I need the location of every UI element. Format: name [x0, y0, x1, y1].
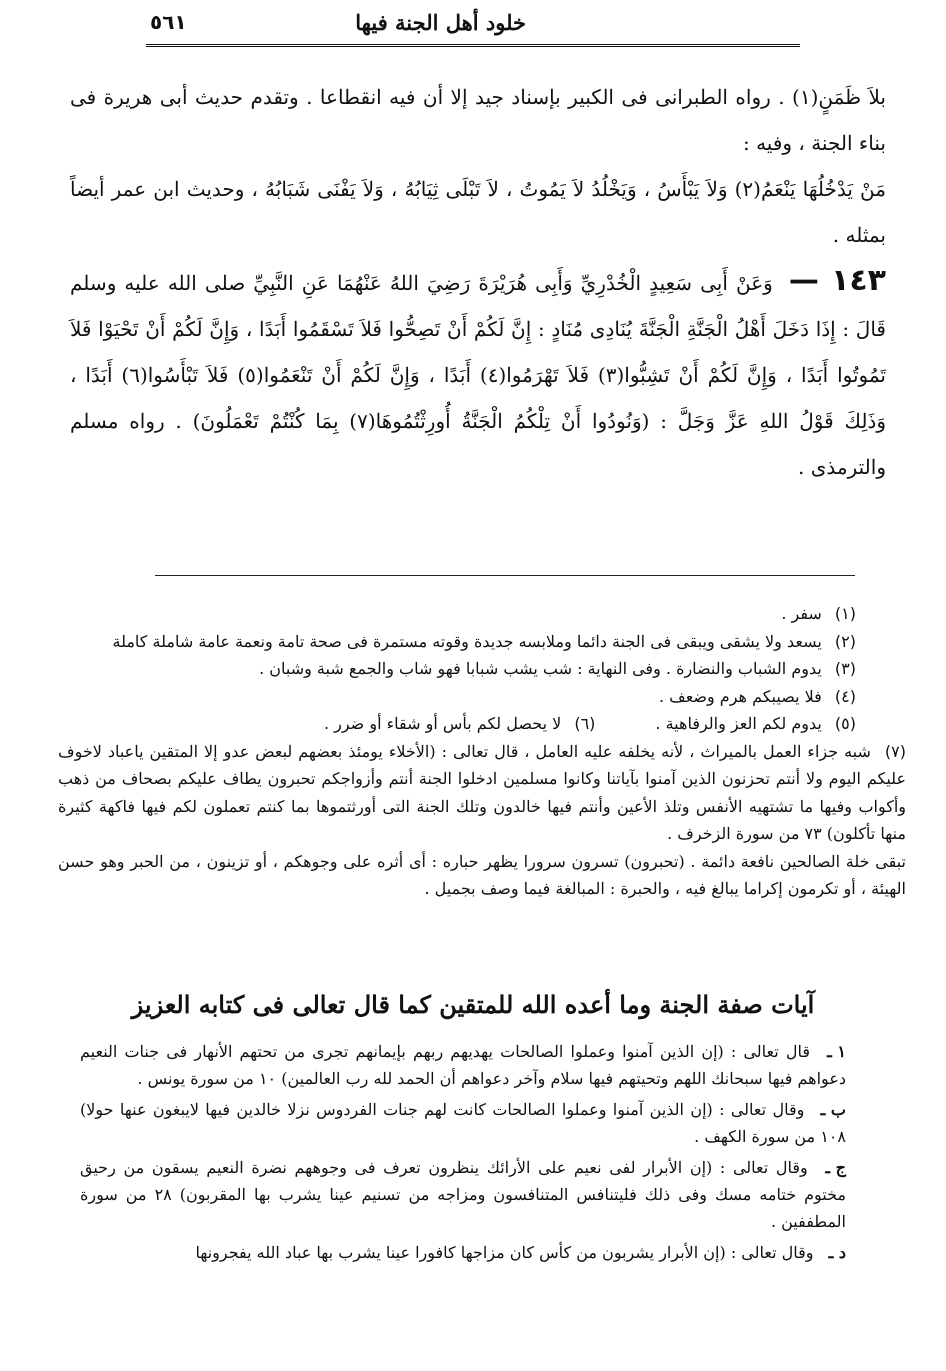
header-rule — [146, 44, 800, 47]
quoted-hadith-paragraph: مَنْ يَدْخُلُهَا يَنْعَمُ(٢) وَلاَ يَبْأَسُ ، وَيَخْلُدُ لاَ يَمُوتُ ، لاَ تَبْلَى ثِيَابُهُ ، وَلاَ يَفْنَى شَبَابُهُ ، وحديث ابن عمر أيضاً بمثله . — [70, 177, 886, 247]
footnote-text: فلا يصيبكم هرم وضعف . — [658, 686, 822, 706]
footnote-number: (٦) — [574, 714, 596, 733]
hadith-number: ١٤٣ — — [788, 263, 886, 298]
verse-text: وقال تعالى : (إن الأبرار لفى نعيم على الأرائك ينظرون تعرف فى وجوههم نضرة النعيم يسقون من رحيق مختوم ختامه مسك وفى ذلك فليتنافس المتنافسون ومزاجه من تسنيم عينا يشرب بها المقربون) ٢٨ من سورة المطففين . — [80, 1158, 847, 1231]
footnote-number: (٣) — [834, 659, 856, 678]
footnote-text: سفر . — [781, 604, 822, 623]
main-text — [70, 74, 886, 490]
intro-paragraph: بلاَ ظَمَنٍ(١) . رواه الطبرانى فى الكبير بإسناد جيد إلا أن فيه انقطاعا . وتقدم حديث أبى هريرة فى بناء الجنة ، وفيه : — [70, 85, 887, 155]
footnote-number: (٥) — [834, 714, 856, 733]
footnote-number: (٤) — [834, 686, 856, 706]
footnote-7 — [58, 738, 906, 848]
footnote-5-6 — [98, 710, 856, 738]
footnote-number: (٢) — [834, 631, 856, 651]
footnote-text: شبه جزاء العمل بالميراث ، لأنه يخلفه عليه العامل ، قال تعالى : (الأخلاء يومئذ بعضهم لبعض عدو إلا المتقين ياعباد لاخوف عليكم اليوم ولا أنتم تحزنون الذين آمنوا بآياتنا وكانوا مسلمين ادخلوا الجنة أنتم وأزواجكم تحبرون يطاف عليكم بصحاف من ذهب وأكواب وفيها ما تشتهيه الأنفس وتلذ الأعين وأنتم فيها خالدون وتلك الجنة التى أورثتموها بما كنتم تعملون لكم فيها فاكهة كثيرة منها تأكلون) ٧٣ من سورة الزخرف . — [58, 741, 907, 843]
page-number: ٥٦١ — [150, 10, 187, 34]
footnote-text: يدوم لكم العز والرفاهية . — [655, 714, 822, 733]
section-title: آيات صفة الجنة وما أعده الله للمتقين كما قال تعالى فى كتابه العزيز — [131, 990, 815, 1019]
verse-item — [80, 1038, 846, 1092]
verse-text: وقال تعالى : (إن الذين آمنوا وعملوا الصالحات كانت لهم جنات الفردوس نزلا خالدين فيها لايبغون عنها حولا) ١٠٨ من سورة الكهف . — [80, 1100, 846, 1146]
verse-text: قال تعالى : (إن الذين آمنوا وعملوا الصالحات يهديهم ربهم بإيمانهم تجرى من تحتهم الأنهار فى جنات النعيم دعواهم فيها سبحانك اللهم وتحيتهم فيها سلام وآخر دعواهم أن الحمد لله رب العالمين) ١٠ من سورة يونس . — [80, 1042, 846, 1088]
footnote-explanation: تبقى خلة الصالحين نافعة دائمة . (تحبرون) تسرون سرورا يظهر حباره : أى أثره على وجوهكم ، أو تزينون ، من الحبر وهو حسن الهيئة ، أو تكرمون إكراما يبالغ فيه ، والحبرة : المبالغة فيما وصف بجميل . — [58, 851, 906, 898]
footnote-text: يسعد ولا يشقى ويبقى فى الجنة دائما وملابسه جديدة وقوته مستمرة فى صحة تامة ونعمة عامة شاملة كاملة — [112, 631, 822, 651]
verse-letter: ج ـ — [825, 1158, 846, 1177]
footnote-number: (١) — [834, 604, 856, 623]
verse-letter: ١ ـ — [827, 1042, 846, 1061]
footnote-text: يدوم الشباب والنضارة . وفى النهاية : شب يشب شبابا فهو شاب والجمع شبة وشبان . — [259, 659, 822, 678]
footnote-4 — [98, 683, 856, 711]
footnote-6 — [324, 710, 595, 738]
running-title: خلود أهل الجنة فيها — [355, 10, 526, 35]
verse-list — [80, 1038, 846, 1270]
footnote-2 — [98, 628, 856, 656]
verse-letter: د ـ — [828, 1243, 846, 1262]
hadith-text: وَعَنْ أَبِى سَعِيدٍ الْخُدْرِيِّ وَأَبِى هُرَيْرَةَ رَضِيَ اللهُ عَنْهُمَا عَنِ النَّبِيِّ صلى الله عليه وسلم قَالَ : إِذَا دَخَلَ أَهْلُ الْجَنَّةِ الْجَنَّةَ يُنَادِى مُنَادٍ : إِنَّ لَكُمْ أَنْ تَصِحُّوا فَلاَ تَسْقَمُوا أَبَدًا ، وَإِنَّ لَكُمْ أَنْ تَحْيَوْا فَلاَ تَمُوتُوا أَبَدًا ، وَإِنَّ لَكُمْ أَنْ تَشِبُّوا(٣) فَلاَ تَهْرَمُوا(٤) أَبَدًا ، وَإِنَّ لَكُمْ أَنْ تَنْعَمُوا(٥) فَلاَ تَبْأَسُوا(٦) أَبَدًا ، وَذَلِكَ قَوْلُ اللهِ عَزَّ وَجَلَّ : (وَنُودُوا أَنْ تِلْكُمُ الْجَنَّةُ أُورِثْتُمُوهَا(٧) بِمَا كُنْتُمْ تَعْمَلُونَ) . رواه مسلم والترمذى . — [70, 271, 886, 479]
verse-item — [80, 1154, 846, 1235]
verse-item — [80, 1096, 846, 1150]
footnote-3 — [98, 655, 856, 683]
footnote-number: (٧) — [884, 741, 907, 761]
footnote-divider — [155, 575, 855, 576]
footnote-text: لا يحصل لكم بأس أو شقاء أو ضرر . — [323, 714, 562, 733]
footnote-5 — [655, 710, 856, 738]
page-header — [150, 6, 796, 42]
verse-letter: ب ـ — [820, 1100, 846, 1119]
verse-text: وقال تعالى : (إن الأبرار يشربون من كأس كان مزاجها كافورا عينا يشرب بها عباد الله يفجرونها — [195, 1243, 814, 1262]
verse-item — [80, 1239, 846, 1266]
hadith-143 — [70, 258, 886, 490]
footnotes — [58, 600, 907, 903]
footnote-1 — [98, 600, 856, 628]
